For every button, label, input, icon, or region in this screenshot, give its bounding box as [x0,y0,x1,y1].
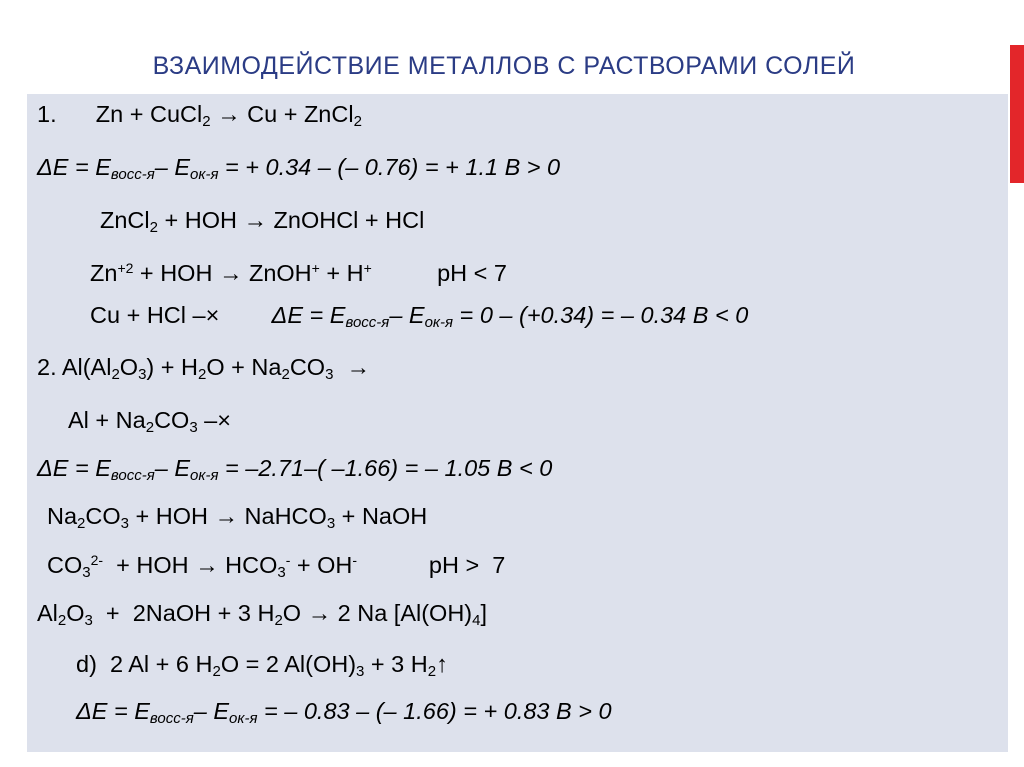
equation-line: 1. Zn + CuCl$_2$ → Cu + ZnCl$_2$ [37,101,362,130]
equation-line: $Al_2O_3$ + 2NaOH + 3 $H_2O \to 2$ Na $[Al(OH)_4]$ [37,600,487,629]
equation-line: $Al + Na_2CO_3$ –× [68,407,231,436]
equation-line: $Na_2CO_3$ + HOH → NaHCO$_3$ + NaOH [47,503,428,532]
content-box [27,94,1008,752]
equation-line: Cu + HCl –× ΔE = Eвосс-я– Eок-я = 0 – (+0.34) = – 0.34 В < 0 [90,302,749,331]
equation-line: 2. $Al(Al_2O_3) + H_2O + Na_2CO_3$ → [37,354,370,383]
accent-bar [1010,45,1024,183]
slide-title: ВЗАИМОДЕЙСТВИЕ МЕТАЛЛОВ С РАСТВОРАМИ СОЛЕЙ [152,52,856,80]
equation-line: ΔE = Eвосс-я– Eок-я = –2.71–( –1.66) = – 1.05 В < 0 [37,455,553,484]
equation-line: d) 2 Al + 6 $H_2O = 2$ $Al(OH)_3 + 3$ $H_2↑$ [76,651,448,680]
equation-line: ZnCl$_2$ + HOH → ZnOHCl + HCl [100,207,425,236]
equation-line: ΔE = Eвосс-я– Eок-я = – 0.83 – (– 1.66) = + 0.83 В > 0 [76,698,612,727]
equation-line: ΔE = Eвосс-я– Eок-я = + 0.34 – (– 0.76) = + 1.1 В > 0 [37,154,561,183]
equation-line: $CO_3^{2-}$ + HOH → $HCO_3^- + OH^-$ pH > 7 [47,552,506,581]
equation-line: $Zn^{+2}$ + HOH → ZnOH+ + H+ pH < 7 [90,260,507,286]
